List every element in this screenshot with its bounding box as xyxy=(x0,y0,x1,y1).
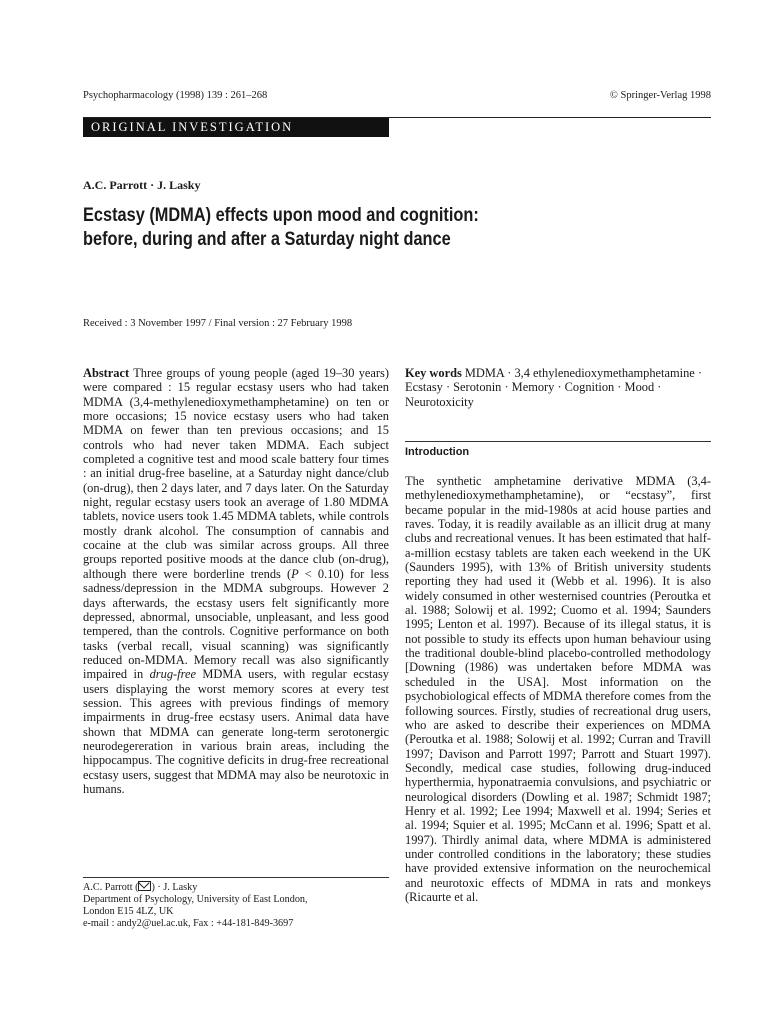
author-list: A.C. Parrott · J. Lasky xyxy=(83,178,201,192)
contact-info: e-mail : andy2@uel.ac.uk, Fax : +44-181-849-3697 xyxy=(83,918,294,929)
abstract-text-part-2: < 0.10) for less sadness/depression in the MDMA subgroups. However 2 days afterwards, the ecstasy users felt significantly more depressed, abnormal, unsociable, unpleasant, and less good tempered, than the controls. Cognitive performance on both tasks (verbal recall, visual scanning) was significantly reduced on-MDMA. Memory recall was also significantly impaired in xyxy=(83,566,389,682)
received-dates: Received : 3 November 1997 / Final version : 27 February 1998 xyxy=(83,318,353,329)
introduction-heading: Introduction xyxy=(405,446,470,458)
copyright-notice: © Springer-Verlag 1998 xyxy=(609,90,711,101)
keywords-text: MDMA · 3,4 ethylenedioxymethamphetamine · Ecstasy · Serotonin · Memory · Cognition · Mood · Neurotoxicity xyxy=(405,366,702,409)
journal-citation: Psychopharmacology (1998) 139 : 261–268 xyxy=(83,90,268,101)
footnote-rule xyxy=(83,877,389,878)
author-line-part-2: ) · J. Lasky xyxy=(151,882,198,893)
department: Department of Psychology, University of East London, xyxy=(83,894,308,905)
p-symbol: P xyxy=(291,566,299,581)
abstract-text-part-3: MDMA users, with regular ecstasy users displaying the worst memory scores at every test session. This agrees with previous findings of memory impairments in drug-free ecstasy users. Animal data have shown that MDMA can generate long-term serotonergic neurodegereration in various brain areas, including the hippocampus. The cognitive deficits in drug-free recreational ecstasy users, suggest that MDMA may also be neurotoxic in humans. xyxy=(83,667,389,796)
envelope-icon xyxy=(138,881,151,891)
corresponding-author xyxy=(83,881,389,894)
abstract xyxy=(83,366,389,796)
article-title xyxy=(83,204,633,252)
abstract-label: Abstract xyxy=(83,366,130,380)
address: London E15 4LZ, UK xyxy=(83,906,174,917)
author-line-part-1: A.C. Parrott ( xyxy=(83,882,139,893)
abstract-text-part-1: Three groups of young people (aged 19–30 years) were compared : 15 regular ecstasy users who had taken MDMA (3,4-methylenedioxymethamphetamine) on ten or more occasions; 15 novice ecstasy users who had taken MDMA on fewer than ten previous occasions; and 15 controls who had never taken MDMA. Each subject completed a cognitive test and mood scale battery four times : an initial drug-free baseline, at a Saturday night dance/club (on-drug), then 2 days later, and 7 days later. On the Saturday night, regular ecstasy users took an average of 1.80 MDMA tablets, novice users took 1.45 MDMA tablets, while controls mostly drank alcohol. The consumption of cannabis and cocaine at the club was similar across groups. All three groups reported positive moods at the dance club (on-drug), although there were borderline trends ( xyxy=(83,366,389,581)
keywords-label: Key words xyxy=(405,366,462,380)
introduction-rule xyxy=(405,441,711,442)
title-line-2: before, during and after a Saturday night dance xyxy=(83,229,451,250)
drug-free-emphasis: drug-free xyxy=(149,667,196,682)
author-affiliation xyxy=(83,881,389,930)
introduction-text: The synthetic amphetamine derivative MDMA (3,4-methylenedioxymethamphetamine), or “ecstasy”, first became popular in the mid-1980s at acid house parties and raves. Today, it is readily available as an illicit drug at many clubs and recreational venues. It has been estimated that half-a-million ecstasy tablets are taken each weekend in the UK (Saunders 1995), with 13% of British university students reporting they had used it (Webb et al. 1996). It is also widely consumed in other westernised countries (Peroutka et al. 1988; Solowij et al. 1992; Cuomo et al. 1994; Saunders 1995; Lenton et al. 1997). Because of its illegal status, it is not possible to study its effects upon human behaviour using the traditional double-blind placebo-controlled methodology [Downing (1986) was undertaken before MDMA was scheduled in the USA]. Most information on the psychobiological effects of MDMA therefore comes from the following sources. Firstly, studies of recreational drug users, who are asked to describe their experiences on MDMA (Peroutka et al. 1988; Solowij et al. 1992; Curran and Travill 1997; Davison and Parrott 1997; Parrott and Stuart 1997). Secondly, medical case studies, following drug-induced hyperthermia, hyponatraemia convulsions, and psychiatric or neurological disorders (Dowling et al. 1987; Schmidt 1987; Henry et al. 1992; Lee 1994; Maxwell et al. 1994; Series et al. 1994; Squier et al. 1995; McCann et al. 1996; Spatt et al. 1997). Thirdly animal data, where MDMA is administered under controlled conditions in the laboratory; these studies have provided extensive information on the neurochemical and neurotoxic effects of MDMA in rats and monkeys (Ricaurte et al. xyxy=(405,474,711,904)
section-banner: ORIGINAL INVESTIGATION xyxy=(83,118,389,137)
keywords xyxy=(405,366,711,409)
title-line-1: Ecstasy (MDMA) effects upon mood and cognition: xyxy=(83,205,479,226)
